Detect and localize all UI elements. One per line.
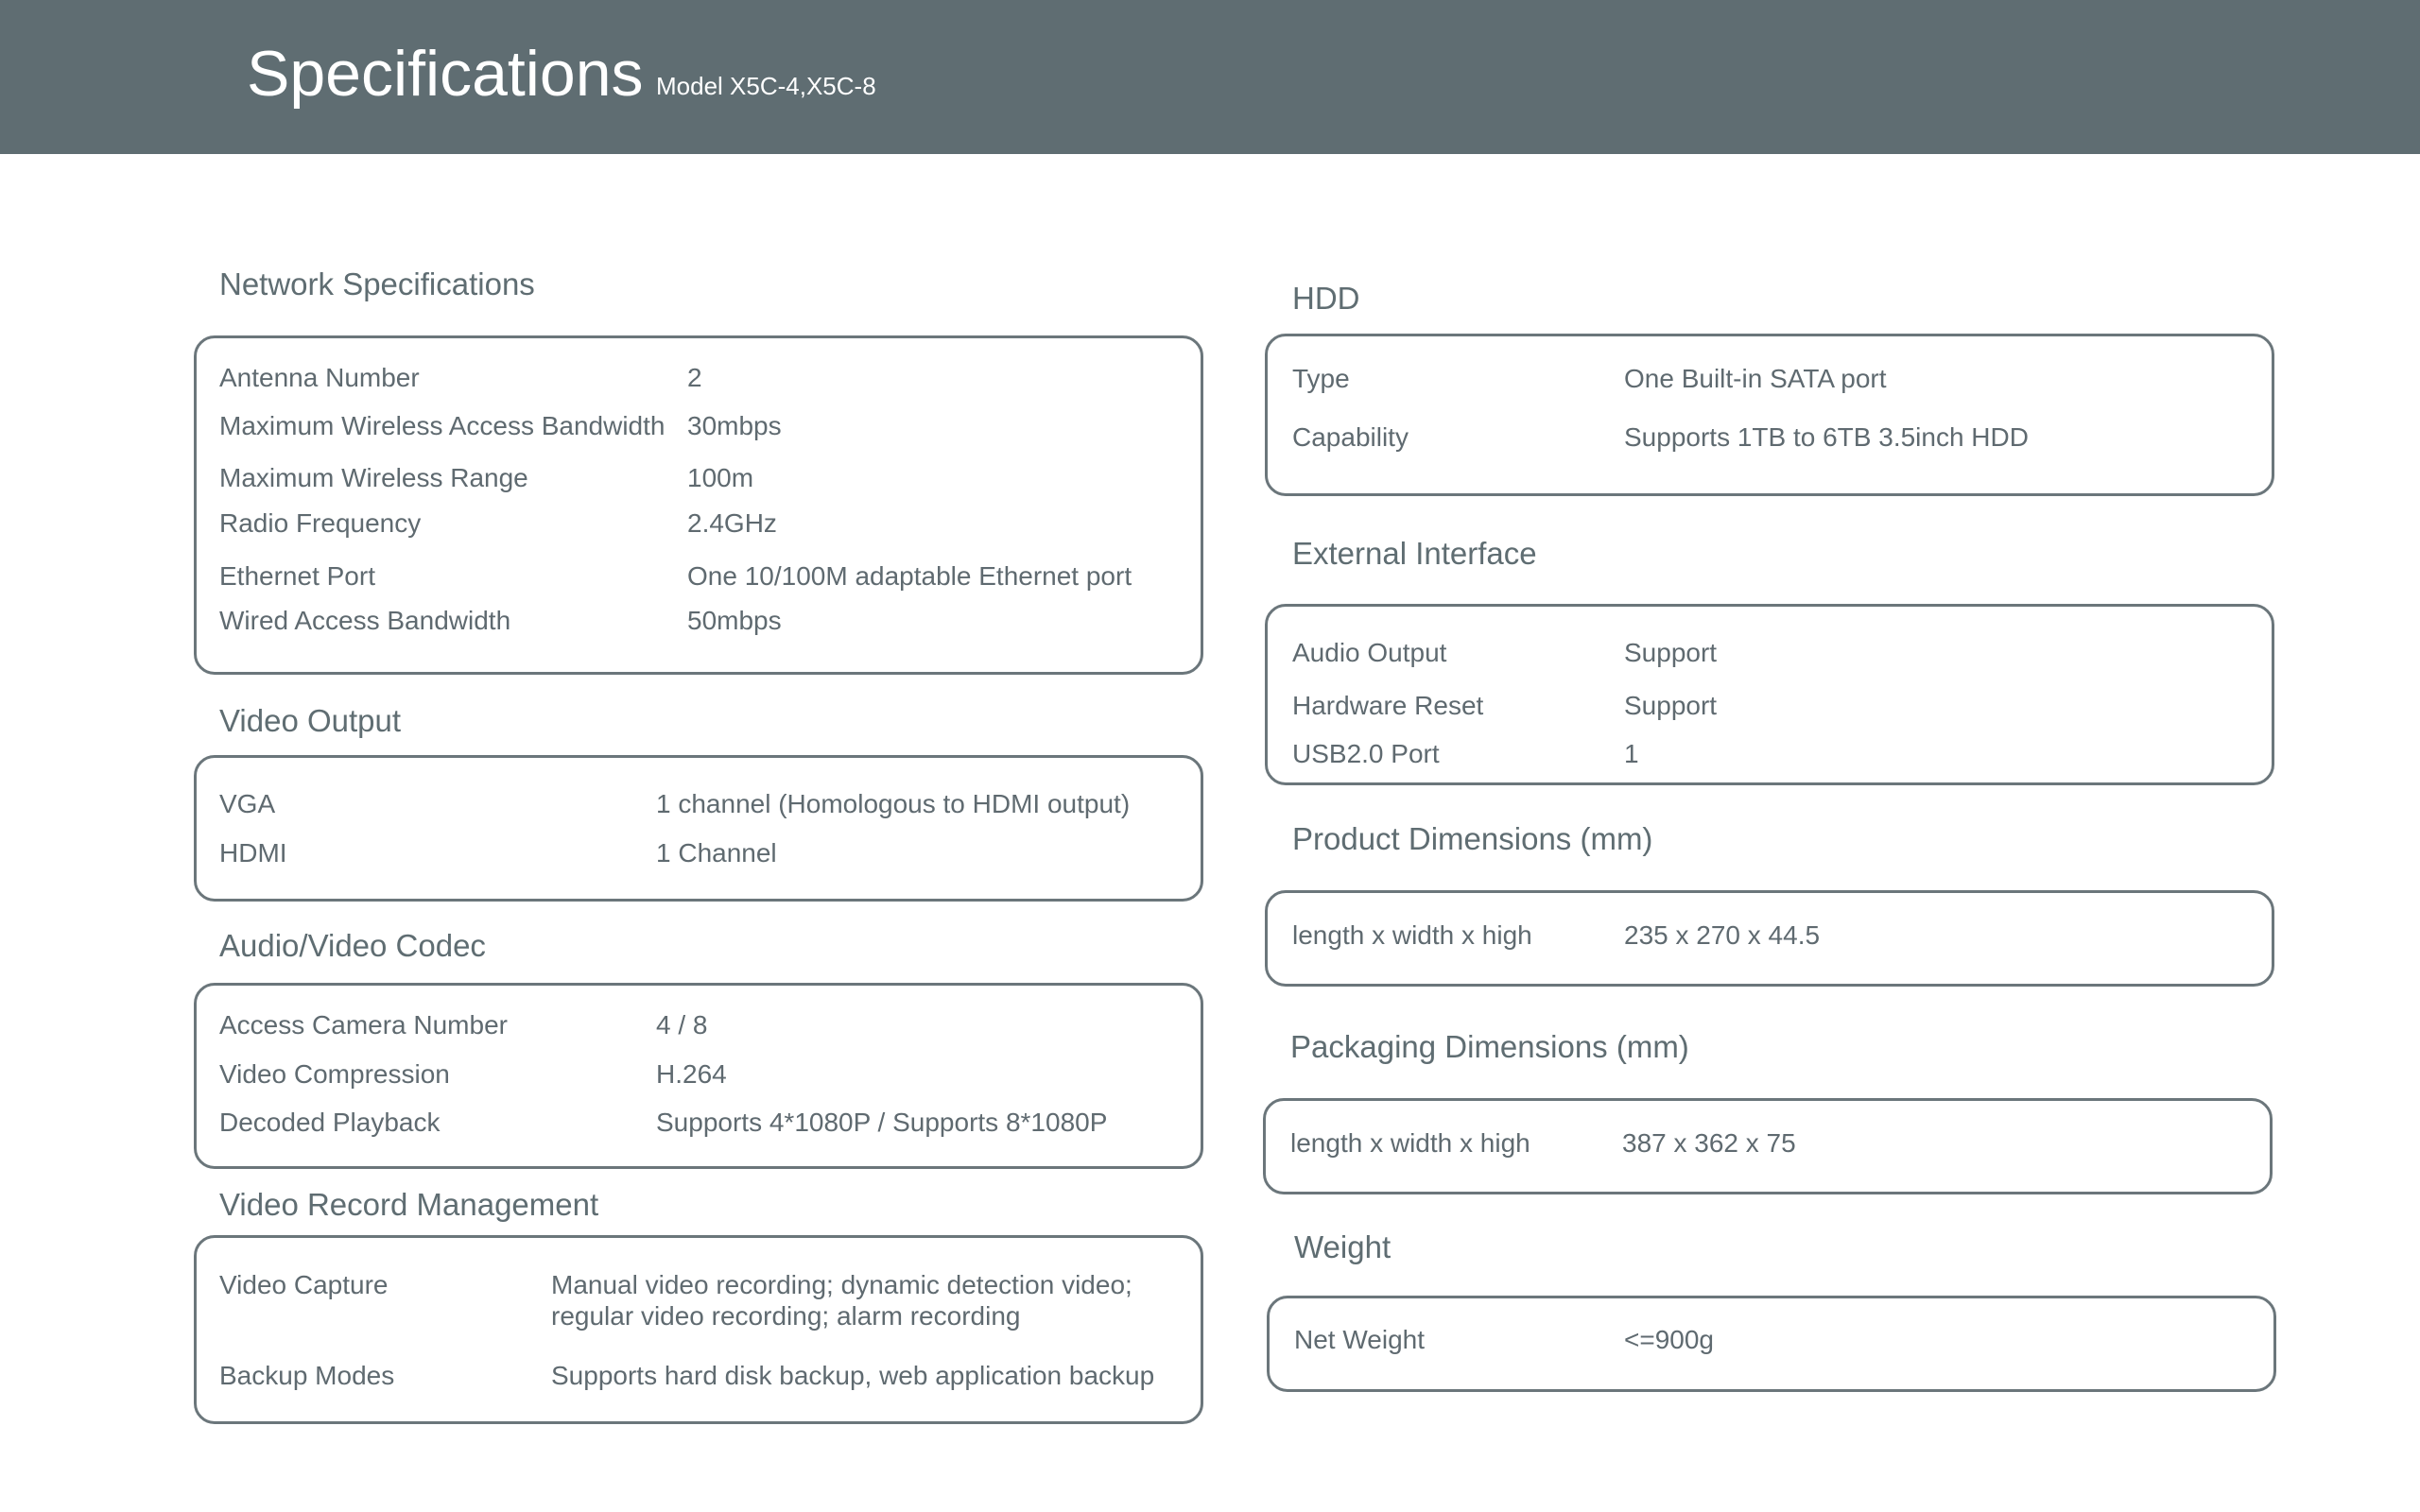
header-bar: [0, 0, 2420, 154]
spec-label: length x width x high: [1292, 920, 1532, 950]
spec-value: 30mbps: [687, 411, 782, 440]
spec-label: Video Capture: [219, 1270, 389, 1299]
spec-label: Radio Frequency: [219, 508, 422, 538]
network-specs-title: Network Specifications: [219, 266, 535, 301]
model-subtitle: Model X5C-4,X5C-8: [656, 72, 876, 100]
spec-label: Audio Output: [1292, 638, 1447, 667]
video-output-title: Video Output: [219, 703, 402, 738]
packaging-dimensions-title: Packaging Dimensions (mm): [1290, 1029, 1689, 1064]
spec-label: Maximum Wireless Access Bandwidth: [219, 411, 666, 440]
video-output-box: [194, 755, 1203, 902]
spec-value: One Built-in SATA port: [1624, 364, 1887, 393]
spec-value: 1 Channel: [656, 838, 777, 868]
spec-label: Maximum Wireless Range: [219, 463, 528, 492]
spec-label: length x width x high: [1290, 1128, 1530, 1158]
weight-title: Weight: [1294, 1229, 1392, 1264]
spec-value: 50mbps: [687, 606, 782, 635]
spec-label: Capability: [1292, 422, 1409, 452]
spec-label: Ethernet Port: [219, 561, 375, 591]
hdd-title: HDD: [1292, 281, 1360, 316]
spec-label: VGA: [219, 789, 276, 818]
spec-label: Net Weight: [1294, 1325, 1425, 1354]
spec-value: H.264: [656, 1059, 727, 1089]
spec-label: Hardware Reset: [1292, 691, 1484, 720]
spec-value: 2.4GHz: [687, 508, 777, 538]
spec-value: 387 x 362 x 75: [1622, 1128, 1796, 1158]
page-title: Specifications: [247, 38, 644, 110]
external-interface-title: External Interface: [1292, 536, 1537, 571]
spec-label: Antenna Number: [219, 363, 420, 392]
spec-value: 1 channel (Homologous to HDMI output): [656, 789, 1131, 818]
spec-value: Supports 1TB to 6TB 3.5inch HDD: [1624, 422, 2029, 452]
codec-title: Audio/Video Codec: [219, 928, 486, 963]
spec-value: Supports hard disk backup, web application backup: [551, 1361, 1155, 1390]
spec-value: Support: [1624, 638, 1718, 667]
spec-value: Manual video recording; dynamic detection video; regular video recording; alarm recording: [551, 1270, 1132, 1331]
spec-value: Support: [1624, 691, 1718, 720]
spec-value: 100m: [687, 463, 754, 492]
spec-value: 1: [1624, 739, 1639, 768]
spec-label: Decoded Playback: [219, 1108, 441, 1137]
record-title: Video Record Management: [219, 1187, 599, 1222]
spec-label: Backup Modes: [219, 1361, 395, 1390]
spec-value: Supports 4*1080P / Supports 8*1080P: [656, 1108, 1108, 1137]
spec-label: Access Camera Number: [219, 1010, 508, 1040]
spec-value: 235 x 270 x 44.5: [1624, 920, 1821, 950]
spec-value: 4 / 8: [656, 1010, 708, 1040]
spec-label: Video Compression: [219, 1059, 450, 1089]
spec-value: <=900g: [1624, 1325, 1714, 1354]
spec-value: One 10/100M adaptable Ethernet port: [687, 561, 1132, 591]
product-dimensions-title: Product Dimensions (mm): [1292, 821, 1653, 856]
hdd-box: [1265, 334, 2274, 496]
spec-label: USB2.0 Port: [1292, 739, 1440, 768]
spec-value: 2: [687, 363, 702, 392]
spec-label: HDMI: [219, 838, 287, 868]
spec-label: Wired Access Bandwidth: [219, 606, 511, 635]
spec-label: Type: [1292, 364, 1350, 393]
